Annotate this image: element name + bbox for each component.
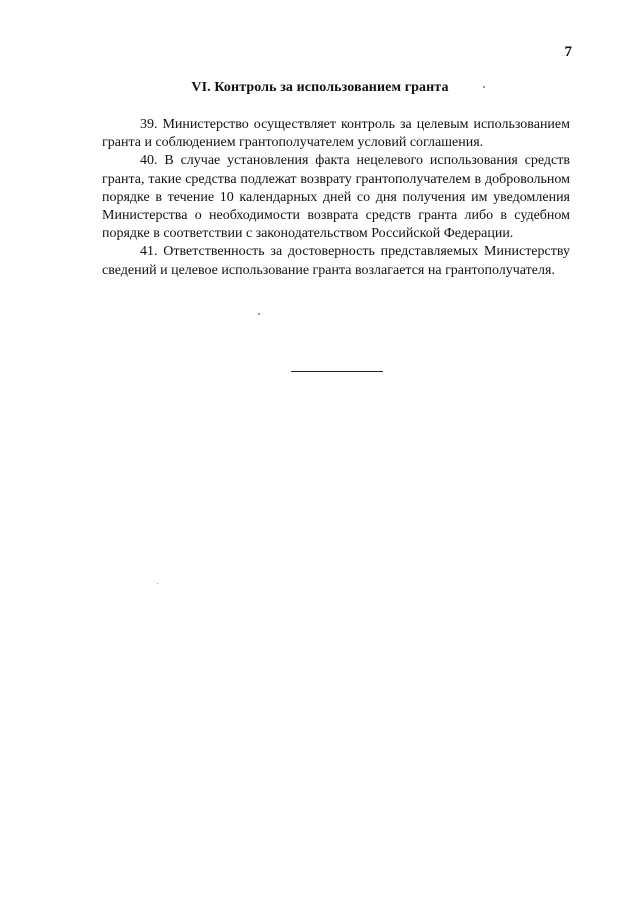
page-number: 7 <box>564 44 572 60</box>
closing-divider <box>291 371 383 372</box>
paragraph-39: 39. Министерство осуществляет контроль за целевым использованием гранта и соблюдением грантополучателем условий соглашения. <box>102 117 570 151</box>
scan-speck <box>157 583 158 584</box>
scan-speck <box>483 86 485 88</box>
section-title: VI. Контроль за использованием гранта <box>191 80 449 95</box>
paragraph-41: 41. Ответственность за достоверность представляемых Министерству сведений и целевое использование гранта возлагается на грантополучателя. <box>102 244 570 278</box>
scan-speck <box>258 313 260 315</box>
paragraph-40: 40. В случае установления факта нецелевого использования средств гранта, такие средства подлежат возврату грантополучателем в добровольном порядке в течение 10 календарных дней со дня получения им уведомления Министерства о необходимости возврата средств гранта либо в судебном порядке в соответствии с законодательством Российской Федерации. <box>102 153 570 242</box>
body-text <box>102 116 570 280</box>
